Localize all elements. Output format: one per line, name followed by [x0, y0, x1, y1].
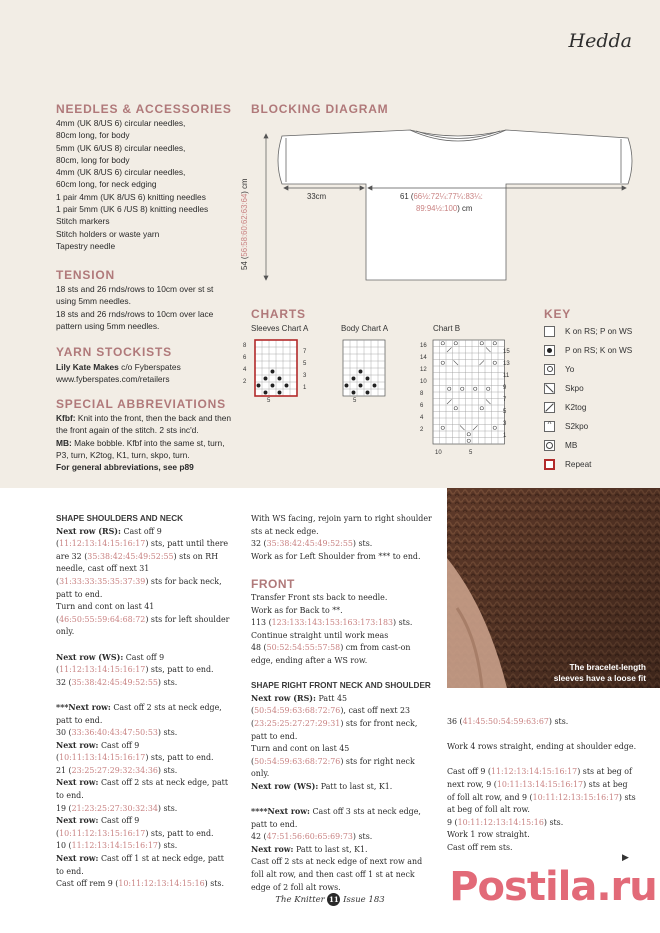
purl-stitch [366, 391, 370, 395]
sleeves-row-numbers-left: 8 6 4 2 [243, 343, 247, 385]
column-2 [251, 513, 433, 907]
page-footer: The Knitter 11 Issue 183 [275, 895, 385, 905]
column-1 [56, 513, 232, 903]
purl-stitch [366, 377, 370, 381]
sleeves-row-numbers-right: 7 5 3 1 [303, 349, 307, 391]
instruction-para: 36 (41:45:50:54:59:63:67) sts. [447, 717, 569, 726]
slash-square-icon [544, 402, 555, 413]
abbrev-heading: SPECIAL ABBREVIATIONS [56, 397, 226, 411]
purl-stitch [257, 384, 261, 388]
purl-stitch [264, 391, 268, 395]
stitch-grid [254, 339, 298, 397]
dot-square-icon [544, 345, 555, 356]
front-heading: FRONT [251, 576, 295, 591]
arrow-head [264, 134, 268, 138]
needles-line: 5mm (UK 6/US 8) circular needles, [56, 142, 186, 153]
watermark-logo [446, 838, 660, 933]
purl-stitch [278, 391, 282, 395]
key-item: K on RS; P on WS [544, 324, 632, 338]
tension-list [56, 283, 213, 332]
purl-stitch [264, 377, 268, 381]
backslash-square-icon [544, 383, 555, 394]
abbrev-body [56, 412, 232, 473]
tension-line: using 5mm needles. [56, 296, 131, 307]
body-chart-a [342, 339, 386, 401]
yarn-brand-rest: c/o Fyberspates [118, 362, 181, 372]
photo-caption: The bracelet-length sleeves have a loose fit [553, 662, 646, 683]
yarn-stockists [56, 361, 181, 386]
instruction-para: Transfer Front sts back to needle. Work as for Back to **. 113 (123:133:143:153:163:173:183) sts. Continue straight until work meas 48 (50:52:54:55:57:58) cm from cast-on edge, ending after a WS row. [251, 592, 413, 665]
yarn-heading: YARN STOCKISTS [56, 345, 172, 359]
tension-line: pattern using 5mm needles. [56, 320, 160, 331]
arrow-head [622, 186, 626, 190]
purl-stitch [352, 391, 356, 395]
bobble-square-icon [544, 440, 555, 451]
chart-b-title: Chart B [433, 324, 461, 333]
key-item: ^ S2kpo [544, 419, 588, 433]
chart-b-row-numbers-right: 15 13 11 9 7 5 3 1 [503, 349, 510, 439]
empty-square-icon [544, 326, 555, 337]
arrow-head [360, 186, 364, 190]
blocking-diagram [240, 118, 640, 288]
sleeves-col-number: 5 [267, 398, 271, 404]
purl-stitch [373, 384, 377, 388]
page-title: Hedda [568, 30, 632, 52]
instruction-para: ***Next row: Cast off 2 sts at neck edge, patt to end. 30 (33:36:40:43:47:50:53) sts. Next row: Cast off 9 (10:11:13:14:15:16:17) sts, patt to end. 21 (23:25:27:29:32:34:36) sts. Next row: Cast off 2 sts at neck edge, patt to end. 19 (21:23:25:27:30:32:34) sts. Next row: Cast off 9 (10:11:12:13:15:16:17) sts, patt to end. 10 (11:12:13:14:15:16:17) sts. Next row: Cast off 1 st at neck edge, patt to end. Cast off rem 9 (10:11:12:13:14:15:16) sts. [56, 702, 229, 889]
key-heading: KEY [544, 307, 572, 321]
key-item: Yo [544, 362, 574, 376]
needles-line: 1 pair 4mm (UK 8/US 6) knitting needles [56, 191, 206, 202]
key-item: P on RS; K on WS [544, 343, 632, 357]
needles-line: 4mm (UK 8/US 6) circular needles, [56, 167, 186, 178]
instruction-para: ****Next row: Cast off 3 sts at neck edge, patt to end. 42 (47:51:56:60:65:69:73) sts. Next row: Patt to last st, K1. Cast off 2 sts at neck edge of next row and foll alt row, and then cast off 1 st at neck edge of 2 foll alt rows. [251, 807, 423, 892]
continue-arrow-icon: ▶ [622, 853, 629, 863]
yarn-url: www.fyberspates.com/retailers [56, 374, 170, 385]
kfbf-text: Knit into the front, then the back and then the front again of the stitch. 2 sts inc'd. [56, 413, 232, 436]
mb-text: Make bobble. Kfbf into the same st, turn, P3, turn, K2tog, K1, turn, skpo, turn. [56, 437, 225, 460]
chest-width-label: 61 (66½:72¼:77¼:83¼: [400, 192, 483, 201]
purl-stitch [345, 384, 349, 388]
tension-line: 18 sts and 26 rnds/rows to 10cm over lace [56, 308, 214, 319]
purl-stitch [359, 370, 363, 374]
instruction-para: Cast off 9 (11:12:13:14:15:16:17) sts at beg of next row, 9 (10:11:13:14:15:16:17) sts at beg of foll alt row, and 9 (10:11:12:13:15:16:17) sts at beg of foll alt row. 9 (10:11:12:13:14:15:16) sts. Work 1 row straight. Cast off rem sts. [447, 767, 636, 852]
needles-list [56, 117, 208, 252]
arrow-head [284, 186, 288, 190]
red-square-icon [544, 459, 555, 470]
key-item: Repeat [544, 457, 591, 471]
needles-heading: NEEDLES & ACCESSORIES [56, 102, 232, 116]
needles-line: Stitch holders or waste yarn [56, 228, 160, 239]
key-item: MB [544, 438, 577, 452]
sleeve-length-label: 33cm [307, 192, 327, 201]
chart-b-row-numbers-left: 16 14 12 10 8 6 4 2 [420, 343, 427, 433]
purl-stitch [352, 377, 356, 381]
svg-text:Postila.ru: Postila.ru [449, 864, 657, 910]
needles-line: Stitch markers [56, 216, 110, 227]
body-chart-title: Body Chart A [341, 324, 389, 333]
needles-line: Tapestry needle [56, 240, 116, 251]
sweater-photo [447, 488, 660, 688]
sleeves-chart-a [254, 339, 298, 401]
key-item: K2tog [544, 400, 586, 414]
instruction-para: With WS facing, rejoin yarn to right shoulder sts at neck edge. 32 (35:38:42:45:49:52:55) sts. Work as for Left Shoulder from *** to end. [251, 514, 432, 561]
blocking-heading: BLOCKING DIAGRAM [251, 102, 389, 116]
sweater-sleeve-image [447, 488, 660, 688]
circle-square-icon [544, 364, 555, 375]
instruction-para: Next row (RS): Cast off 9 (11:12:13:14:15:16:17) sts, patt until there are 32 (35:38:42:45:49:52:55) sts on RH needle, cast off next 31 (31:33:33:35:35:37:39) sts for back neck, patt to end. Turn and cont on last 41 (46:50:55:59:64:68:72) sts for left shoulder only. [56, 526, 230, 637]
charts-heading: CHARTS [251, 307, 306, 321]
purl-stitch [271, 370, 275, 374]
caret-square-icon: ^ [544, 421, 555, 432]
needles-line: 80cm long, for body [56, 130, 130, 141]
needles-line: 4mm (UK 8/US 6) circular needles, [56, 118, 186, 128]
shape-shoulders-subheading: SHAPE SHOULDERS AND NECK [56, 514, 184, 523]
instruction-para: Work 4 rows straight, ending at shoulder edge. [447, 742, 637, 752]
chart-b [432, 339, 506, 449]
chart-b-col-5: 5 [469, 450, 473, 456]
purl-stitch [278, 377, 282, 381]
key-item: Skpo [544, 381, 584, 395]
purl-stitch [271, 384, 275, 388]
yarn-brand: Lily Kate Makes [56, 362, 119, 372]
kfbf-term: Kfbf: [56, 413, 76, 423]
arrow-head [264, 276, 268, 280]
stitch-grid [342, 339, 386, 397]
chart-b-col-10: 10 [435, 450, 442, 456]
body-col-number: 5 [353, 398, 357, 404]
shape-right-front-subheading: SHAPE RIGHT FRONT NECK AND SHOULDER [251, 681, 431, 691]
general-abbrev-note: For general abbreviations, see p89 [56, 462, 194, 473]
purl-stitch [285, 384, 289, 388]
tension-line: 18 sts and 26 rnds/rows to 10cm over st st [56, 284, 214, 294]
needles-line: 80cm, long for body [56, 154, 130, 165]
needles-line: 1 pair 5mm (UK 6 /US 8) knitting needles [56, 204, 209, 215]
instruction-para: Next row (WS): Cast off 9 (11:12:13:14:15:16:17) sts, patt to end. 32 (35:38:42:45:49:52:55) sts. [56, 652, 214, 687]
chest-width-label-2: 89:94½:100) cm [416, 204, 473, 213]
purl-stitch [359, 384, 363, 388]
mb-term: MB: [56, 437, 72, 448]
tension-heading: TENSION [56, 268, 115, 282]
page-number: 11 [329, 895, 339, 904]
needles-line: 60cm long, for neck edging [56, 179, 157, 190]
body-length-label: 54 (56:58:60:62:63:64) cm [240, 178, 249, 270]
sleeves-chart-title: Sleeves Chart A [251, 324, 309, 333]
stitch-grid [432, 339, 506, 445]
instruction-para: Next row (RS): Patt 45 (50:54:59:63:68:72:76), cast off next 23 (23:25:25:27:27:29:31) sts for front neck, patt to end. Turn and cont on last 45 (50:54:59:63:68:72:76) sts for right neck only. Next row (WS): Patt to last st, K1. [251, 693, 418, 791]
